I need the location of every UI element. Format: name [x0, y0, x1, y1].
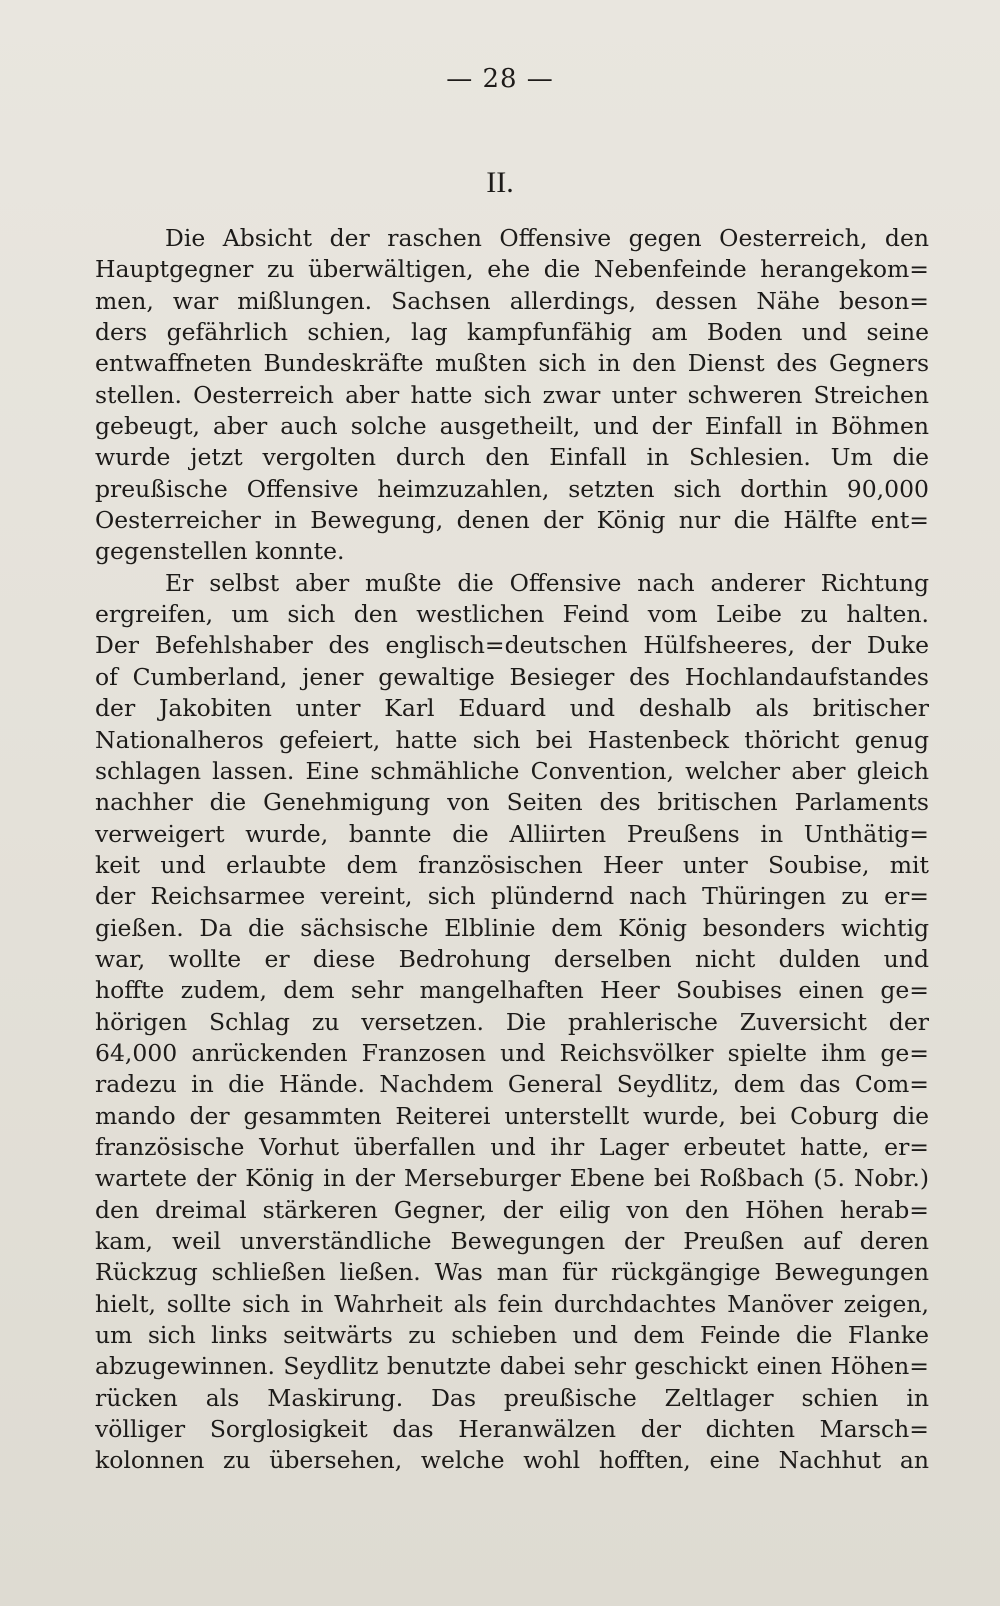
- text-line: Nationalheros gefeiert, hatte sich bei Hastenbeck thöricht genug: [95, 725, 929, 754]
- text-line: gegenstellen konnte.: [95, 537, 345, 566]
- text-line: Rückzug schließen ließen. Was man für rückgängige Bewegungen: [95, 1258, 929, 1287]
- text-line: hörigen Schlag zu versetzen. Die prahlerische Zuversicht der: [95, 1007, 929, 1036]
- text-line: schlagen lassen. Eine schmähliche Convention, welcher aber gleich: [95, 756, 929, 785]
- text-line: 64,000 anrückenden Franzosen und Reichsvölker spielte ihm ge=: [95, 1038, 929, 1067]
- text-line: radezu in die Hände. Nachdem General Seydlitz, dem das Com=: [95, 1070, 929, 1099]
- text-line: Der Befehlshaber des englisch=deutschen Hülfsheeres, der Duke: [95, 631, 929, 660]
- text-line: der Jakobiten unter Karl Eduard und deshalb als britischer: [95, 694, 929, 723]
- text-line: hoffte zudem, dem sehr mangelhaften Heer Soubises einen ge=: [95, 976, 929, 1005]
- page-number: — 28 —: [446, 64, 554, 94]
- text-line: Er selbst aber mußte die Offensive nach anderer Richtung: [165, 568, 929, 597]
- text-line: verweigert wurde, bannte die Alliirten Preußens in Unthätig=: [95, 819, 929, 848]
- text-line: rücken als Maskirung. Das preußische Zeltlager schien in: [95, 1383, 929, 1412]
- text-line: wartete der König in der Merseburger Ebene bei Roßbach (5. Nobr.): [95, 1164, 929, 1193]
- body-text: [95, 223, 929, 1477]
- text-line: ergreifen, um sich den westlichen Feind vom Leibe zu halten.: [95, 600, 929, 629]
- text-line: der Reichsarmee vereint, sich plündernd nach Thüringen zu er=: [95, 882, 929, 911]
- text-line: kolonnen zu übersehen, welche wohl hofften, eine Nachhut an: [95, 1446, 929, 1475]
- text-line: wurde jetzt vergolten durch den Einfall in Schlesien. Um die: [95, 443, 929, 472]
- text-line: men, war mißlungen. Sachsen allerdings, dessen Nähe beson=: [95, 286, 929, 315]
- text-line: preußische Offensive heimzuzahlen, setzten sich dorthin 90,000: [95, 474, 929, 503]
- text-line: um sich links seitwärts zu schieben und dem Feinde die Flanke: [95, 1321, 929, 1350]
- text-line: französische Vorhut überfallen und ihr Lager erbeutet hatte, er=: [95, 1132, 929, 1161]
- text-line: stellen. Oesterreich aber hatte sich zwar unter schweren Streichen: [95, 380, 929, 409]
- text-line: Hauptgegner zu überwältigen, ehe die Nebenfeinde herangekom=: [95, 255, 929, 284]
- text-line: völliger Sorglosigkeit das Heranwälzen der dichten Marsch=: [95, 1415, 929, 1444]
- text-line: entwaffneten Bundeskräfte mußten sich in den Dienst des Gegners: [95, 349, 929, 378]
- text-line: ders gefährlich schien, lag kampfunfähig am Boden und seine: [95, 318, 929, 347]
- text-line: gebeugt, aber auch solche ausgetheilt, und der Einfall in Böhmen: [95, 412, 929, 441]
- text-line: Oesterreicher in Bewegung, denen der König nur die Hälfte ent=: [95, 506, 929, 535]
- text-line: hielt, sollte sich in Wahrheit als fein durchdachtes Manöver zeigen,: [95, 1289, 929, 1318]
- text-line: war, wollte er diese Bedrohung derselben nicht dulden und: [95, 944, 929, 973]
- text-line: den dreimal stärkeren Gegner, der eilig von den Höhen herab=: [95, 1195, 929, 1224]
- text-line: of Cumberland, jener gewaltige Besieger des Hochlandaufstandes: [95, 662, 929, 691]
- text-line: mando der gesammten Reiterei unterstellt wurde, bei Coburg die: [95, 1101, 929, 1130]
- text-line: Die Absicht der raschen Offensive gegen Oesterreich, den: [165, 224, 929, 252]
- text-line: abzugewinnen. Seydlitz benutzte dabei sehr geschickt einen Höhen=: [95, 1352, 929, 1381]
- chapter-heading: II.: [486, 166, 514, 199]
- text-line: keit und erlaubte dem französischen Heer unter Soubise, mit: [95, 850, 929, 879]
- text-line: nachher die Genehmigung von Seiten des britischen Parlaments: [95, 788, 929, 817]
- text-line: kam, weil unverständliche Bewegungen der Preußen auf deren: [95, 1227, 929, 1255]
- text-line: gießen. Da die sächsische Elblinie dem König besonders wichtig: [95, 913, 929, 942]
